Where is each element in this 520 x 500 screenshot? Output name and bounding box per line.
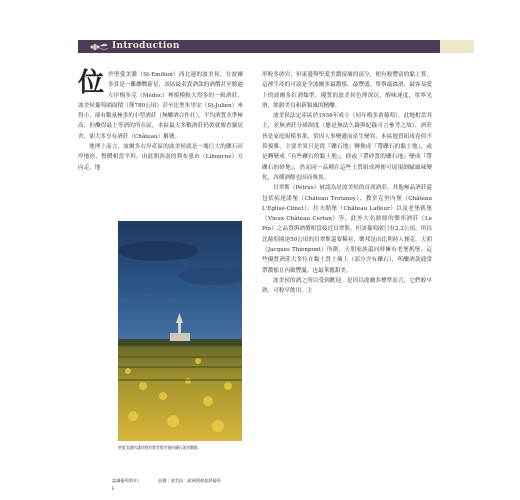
right-text-column — [262, 70, 432, 297]
photo-caption: 聖愛美濃所讓別墅的教堂塔背後的礫石地景觀勝。 — [118, 445, 202, 450]
paragraph: 形較多砂岩，但東邊與聖愛美濃接壤的部分，便有較豐富的黏土質，這裡生產的可說是全波爾多最濃郁、最豐盛、單寧最絲滑，最客易愛上的波爾多紅酒類型，優質的波美侯色澤深沉，醇味迷度，單寧光滑，餘韻美良和新穎風的精釀。 — [262, 72, 432, 109]
paragraph: 於聖愛美濃（St-Emilion）西北邊的波美侯，在波爾多算是一難纏戰新星，該區最名貴酒款的酒價甚至勝過左岸梅多克（Médoc）裡規模較大得多的一級酒莊，波美侯葡萄園面積（僅780公頃）甚至比聖朱里安（St-Julien）來得小，卻有數量極多的小型酒莊（無釀酒合作社），平均酒質水準極高，但釀得最上等酒的所在區，本區最大多數酒莊仍裝就像香貓居舍，卻大多享有酒莊（Château）稱號。 — [78, 72, 244, 140]
section-title: Introduction — [112, 41, 180, 51]
vineyard-landscape-image — [118, 221, 242, 441]
page-number: ii — [112, 486, 115, 491]
paragraph: 地理上而言，波爾多右岸產區的波美侯就是一塊巨大的礫石河岸地形，整體相當平坦，由此朝西南的利布恩市（Libourne）方向走，地 — [78, 144, 243, 171]
grape-ornament-icon — [88, 41, 110, 52]
paragraph: 波美侯的酒之所以受到歡迎，是因以波爾多標準而言，它們較早熟、可較早飲用，主 — [262, 277, 432, 295]
paragraph: 波美侯法定產區於1936年成立（同年梅多甫葡萄），此地相當其主，並無酒莊分級制度（應是無法久鑄與紀錄可言參考之故），酒莊皆是家庭規模事業，常因人事變遷而產生變異，本區地質組成卷似不算複雜，主要差異只是從『礫石地』轉換成『帶礫石的黏土地』，或是轉變成『有些礫石的黏土地』，抑或『帶砂質的礫石地』變成『帶礫石的砂地』，然而同一品種在這些土質組成裡便可展現細膩風味變化，各種酒醇也因而殊異。 — [262, 113, 432, 181]
paragraph: 貝翠斯（Pétrus）被認為是波美侯的首席酒莊，其他極品酒莊還包括拓達諾堡（Château Trotanoy）、教堂克里內堡（Château L'Eglise-Clinet）、拉夫勒堡（Château Lafleur）以及老堡舊堡（Vieux Château Certan）等，此外大名鼎鼎的樂邦酒莊（Le Pin）之品質與酒價相當接近貝翠斯，但該葡萄園只有2.2公頃，所以比葡萄園達50公頃的貝翠斯還要稀有，樂邦是由比利時人賽克．天朋（Jacques Thienpont）所創，天朋家族還同時擁有老堡舊堡，這些優質酒莊大多位在黏土質土壤上（部分含有礫石），所釀酒款通常帶濃郁且內斂豐滿，也最華麗甜美。 — [262, 185, 432, 274]
vineyard-photo — [118, 221, 242, 441]
footer-section: 品種｜波美侯：歐洲酒裡最熱葡萄 — [158, 478, 221, 483]
footer-book-title: 認識葡萄酒年） — [112, 478, 142, 483]
dropcap: 位 — [78, 68, 105, 98]
left-text-column — [78, 70, 243, 173]
header-accent-block — [440, 40, 474, 53]
